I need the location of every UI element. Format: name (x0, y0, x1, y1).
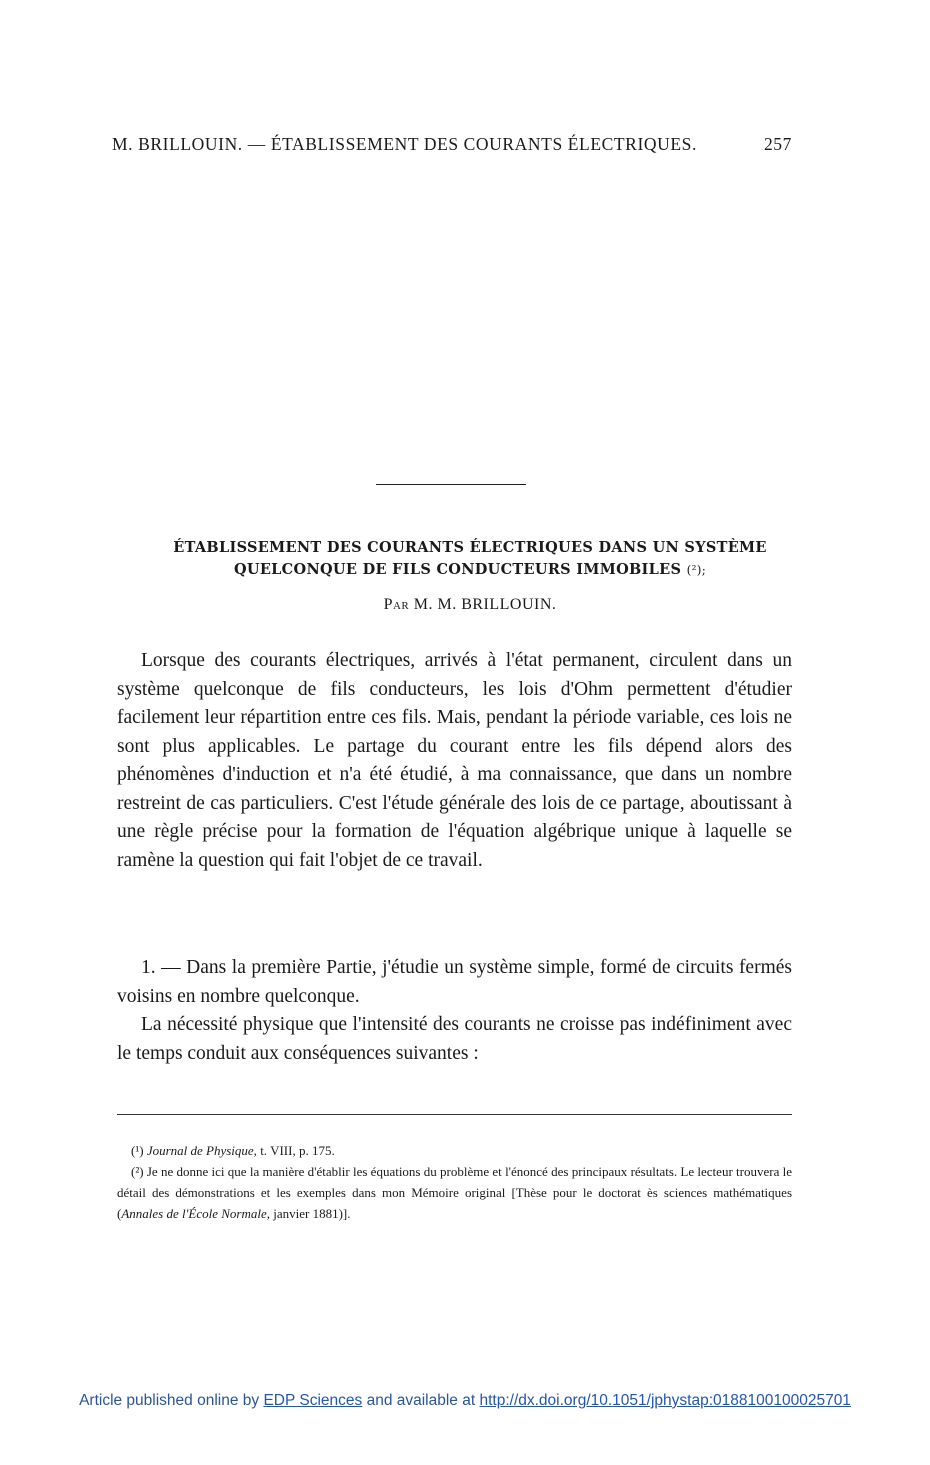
title-rule (376, 484, 526, 485)
byline-author: M. M. BRILLOUIN. (413, 596, 557, 613)
byline (100, 596, 840, 614)
publisher-line (0, 1392, 930, 1410)
footnote-2-text-a: Je ne donne ici que la manière d'établir les équations du problème et l'énoncé des principaux résultats. Le lecteur trouvera le détail des démonstrations et les exemples dans mon Mémoire original [Thèse pour le doctorat ès sciences mathématiques ( (117, 1164, 793, 1221)
footnotes (117, 1140, 792, 1224)
running-head (112, 134, 792, 155)
footnote-2 (117, 1161, 792, 1224)
footnote-2-marker: (²) (131, 1164, 144, 1179)
publisher-text-b: and available at (366, 1392, 476, 1409)
footnote-1-journal: Journal de Physique, (146, 1143, 257, 1158)
footnote-1-rest: t. VIII, p. 175. (260, 1143, 335, 1158)
footnote-2-text-b: janvier 1881)]. (273, 1206, 351, 1221)
footnote-1-marker: (¹) (131, 1143, 144, 1158)
article-title-line-2 (100, 559, 840, 581)
article-title-line-2-text: QUELCONQUE DE FILS CONDUCTEURS IMMOBILES (233, 561, 682, 578)
edp-sciences-link[interactable]: EDP Sciences (263, 1392, 363, 1409)
doi-link[interactable]: http://dx.doi.org/10.1051/jphystap:0188100100025701 (479, 1392, 851, 1409)
body-paragraph-1: Lorsque des courants électriques, arrivés à l'état permanent, circulent dans un système quelconque de fils conducteurs, les lois d'Ohm permettent d'étudier facilement leur répartition entre ces fils. Mais, pendant la période variable, ces lois ne sont plus applicables. Le partage du courant entre les fils dépend alors des phénomènes d'induction et n'a été étudié, à ma connaissance, que dans un nombre restreint de cas particuliers. C'est l'étude générale des lois de ce partage, aboutissant à une règle précise pour la formation de l'équation algébrique unique à laquelle se ramène la question qui fait l'objet de ce travail. (117, 650, 792, 871)
body-paragraph-3: La nécessité physique que l'intensité des courants ne croisse pas indéfiniment avec le temps conduit aux conséquences suivantes : (117, 1014, 792, 1064)
footnote-1 (117, 1140, 792, 1161)
page-number: 257 (763, 134, 792, 154)
byline-prefix: Par (383, 596, 410, 613)
footnote-rule (117, 1114, 792, 1115)
article-title-line-1: ÉTABLISSEMENT DES COURANTS ÉLECTRIQUES DANS UN SYSTÈME (173, 539, 767, 556)
footnote-2-journal: Annales de l'École Normale, (121, 1206, 270, 1221)
running-head-title: M. BRILLOUIN. — ÉTABLISSEMENT DES COURANTS ÉLECTRIQUES. (112, 134, 697, 154)
publisher-text-a: Article published online by (79, 1392, 260, 1409)
article-title (100, 537, 840, 581)
title-footnote-ref: (²); (686, 563, 707, 577)
body-paragraph-2: 1. — Dans la première Partie, j'étudie un système simple, formé de circuits fermés voisins en nombre quelconque. (117, 957, 792, 1007)
